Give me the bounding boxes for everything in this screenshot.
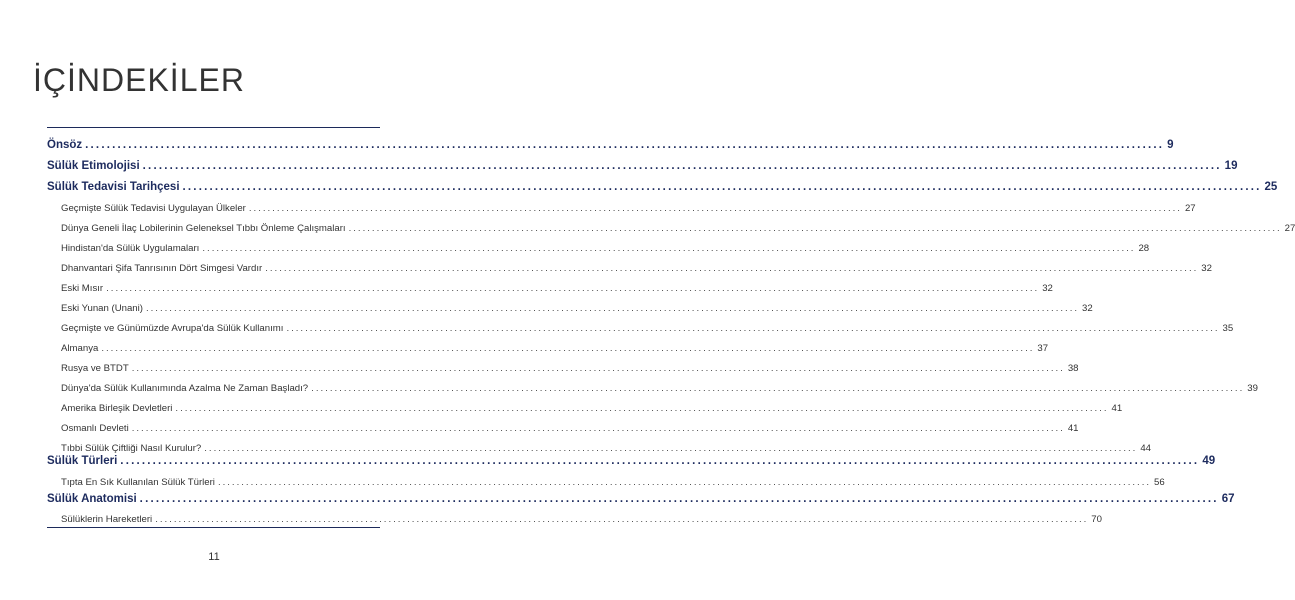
dot-leader: ........................................................................................................................................................................................................ bbox=[155, 514, 1089, 525]
toc-section-entry bbox=[61, 323, 1234, 334]
dot-leader: ........................................................................................................................................................................................................ bbox=[265, 263, 1199, 274]
toc-entry-page: 25 bbox=[1264, 181, 1278, 193]
toc-entry-page: 19 bbox=[1224, 160, 1238, 172]
toc-section-entry bbox=[61, 263, 1212, 274]
dot-leader: ........................................................................................................................................................................................................ bbox=[348, 223, 1282, 234]
toc-section-entry bbox=[61, 243, 1150, 254]
toc-chapter-entry bbox=[47, 455, 1216, 467]
toc-section-entry bbox=[61, 223, 1295, 234]
toc-entry-page: 67 bbox=[1221, 493, 1235, 505]
toc-entry-page: 9 bbox=[1167, 139, 1174, 151]
dot-leader: ........................................................................................................................................................................................................ bbox=[85, 139, 1165, 151]
toc-entry-label: Amerika Birleşik Devletleri bbox=[61, 403, 173, 414]
dot-leader: ........................................................................................................................................................................................................ bbox=[139, 493, 1219, 505]
top-divider bbox=[47, 127, 380, 128]
toc-entry-page: 32 bbox=[1082, 303, 1093, 314]
toc-entry-label: Sülük Tedavisi Tarihçesi bbox=[47, 181, 180, 193]
dot-leader: ........................................................................................................................................................................................................ bbox=[145, 303, 1080, 314]
page-title: İÇİNDEKİLER bbox=[33, 62, 245, 98]
toc-section-entry bbox=[61, 383, 1258, 394]
dot-leader: ........................................................................................................................................................................................................ bbox=[120, 455, 1200, 467]
toc-entry-page: 37 bbox=[1037, 343, 1049, 354]
toc-entry-label: Dünya'da Sülük Kullanımında Azalma Ne Zaman Başladı? bbox=[61, 383, 309, 394]
toc-chapter-entry bbox=[47, 181, 1278, 193]
toc-chapter-entry bbox=[47, 493, 1235, 505]
toc-entry-label: Tıbbi Sülük Çiftliği Nasıl Kurulur? bbox=[61, 443, 202, 454]
toc-section-entry bbox=[61, 423, 1079, 434]
toc-entry-label: Sülüklerin Hareketleri bbox=[61, 514, 153, 525]
dot-leader: ........................................................................................................................................................................................................ bbox=[131, 363, 1065, 374]
toc-entry-page: 32 bbox=[1201, 263, 1212, 274]
dot-leader: ........................................................................................................................................................................................................ bbox=[217, 477, 1152, 488]
toc-chapter-entry bbox=[47, 160, 1238, 172]
toc-section-entry bbox=[61, 403, 1123, 414]
toc-section-entry bbox=[61, 514, 1102, 525]
toc-section-entry bbox=[61, 303, 1093, 314]
dot-leader: ........................................................................................................................................................................................................ bbox=[142, 160, 1222, 172]
toc-section-entry bbox=[61, 443, 1151, 454]
toc-entry-label: Eski Mısır bbox=[61, 283, 104, 294]
toc-entry-page: 41 bbox=[1111, 403, 1123, 414]
toc-entry-page: 39 bbox=[1247, 383, 1258, 394]
toc-section-entry bbox=[61, 283, 1053, 294]
toc-entry-label: Dünya Geneli İlaç Lobilerinin Geleneksel Tıbbı Önleme Çalışmaları bbox=[61, 223, 346, 234]
toc-entry-label: Eski Yunan (Unani) bbox=[61, 303, 143, 314]
dot-leader: ........................................................................................................................................................................................................ bbox=[204, 443, 1138, 454]
dot-leader: ........................................................................................................................................................................................................ bbox=[311, 383, 1245, 394]
toc-chapter-entry bbox=[47, 139, 1174, 151]
dot-leader: ........................................................................................................................................................................................................ bbox=[106, 283, 1040, 294]
toc-entry-page: 38 bbox=[1067, 363, 1079, 374]
toc-entry-label: Sülük Anatomisi bbox=[47, 493, 137, 505]
toc-entry-label: Almanya bbox=[61, 343, 99, 354]
toc-entry-page: 56 bbox=[1154, 477, 1165, 488]
toc-entry-label: Dhanvantari Şifa Tanrısının Dört Simgesi Vardır bbox=[61, 263, 263, 274]
dot-leader: ........................................................................................................................................................................................................ bbox=[286, 323, 1220, 334]
toc-section-entry bbox=[61, 363, 1079, 374]
toc-entry-page: 41 bbox=[1067, 423, 1079, 434]
toc-section-entry bbox=[61, 343, 1049, 354]
toc-entry-label: Sülük Etimolojisi bbox=[47, 160, 140, 172]
toc-entry-page: 70 bbox=[1091, 514, 1102, 525]
toc-entry-label: Tıpta En Sık Kullanılan Sülük Türleri bbox=[61, 477, 215, 488]
toc-entry-label: Rusya ve BTDT bbox=[61, 363, 129, 374]
dot-leader: ........................................................................................................................................................................................................ bbox=[202, 243, 1136, 254]
dot-leader: ........................................................................................................................................................................................................ bbox=[175, 403, 1109, 414]
toc-entry-page: 27 bbox=[1184, 203, 1196, 214]
toc-entry-label: Osmanlı Devleti bbox=[61, 423, 129, 434]
toc-entry-label: Geçmişte ve Günümüzde Avrupa'da Sülük Kullanımı bbox=[61, 323, 284, 334]
toc-entry-label: Hindistan'da Sülük Uygulamaları bbox=[61, 243, 200, 254]
toc-entry-page: 44 bbox=[1140, 443, 1151, 454]
toc-entry-page: 32 bbox=[1042, 283, 1053, 294]
dot-leader: ........................................................................................................................................................................................................ bbox=[248, 203, 1182, 214]
toc-section-entry bbox=[61, 477, 1165, 488]
page-number: 11 bbox=[208, 551, 220, 563]
toc-entry-label: Sülük Türleri bbox=[47, 455, 118, 467]
bottom-divider bbox=[47, 527, 380, 528]
toc-entry-label: Geçmişte Sülük Tedavisi Uygulayan Ülkeler bbox=[61, 203, 246, 214]
toc-entry-page: 49 bbox=[1202, 455, 1216, 467]
toc-section-entry bbox=[61, 203, 1196, 214]
toc-entry-page: 28 bbox=[1138, 243, 1150, 254]
toc-entry-page: 27 bbox=[1284, 223, 1295, 234]
toc-entry-page: 35 bbox=[1222, 323, 1234, 334]
toc-entry-label: Önsöz bbox=[47, 139, 83, 151]
dot-leader: ........................................................................................................................................................................................................ bbox=[182, 181, 1262, 193]
dot-leader: ........................................................................................................................................................................................................ bbox=[131, 423, 1065, 434]
dot-leader: ........................................................................................................................................................................................................ bbox=[101, 343, 1035, 354]
